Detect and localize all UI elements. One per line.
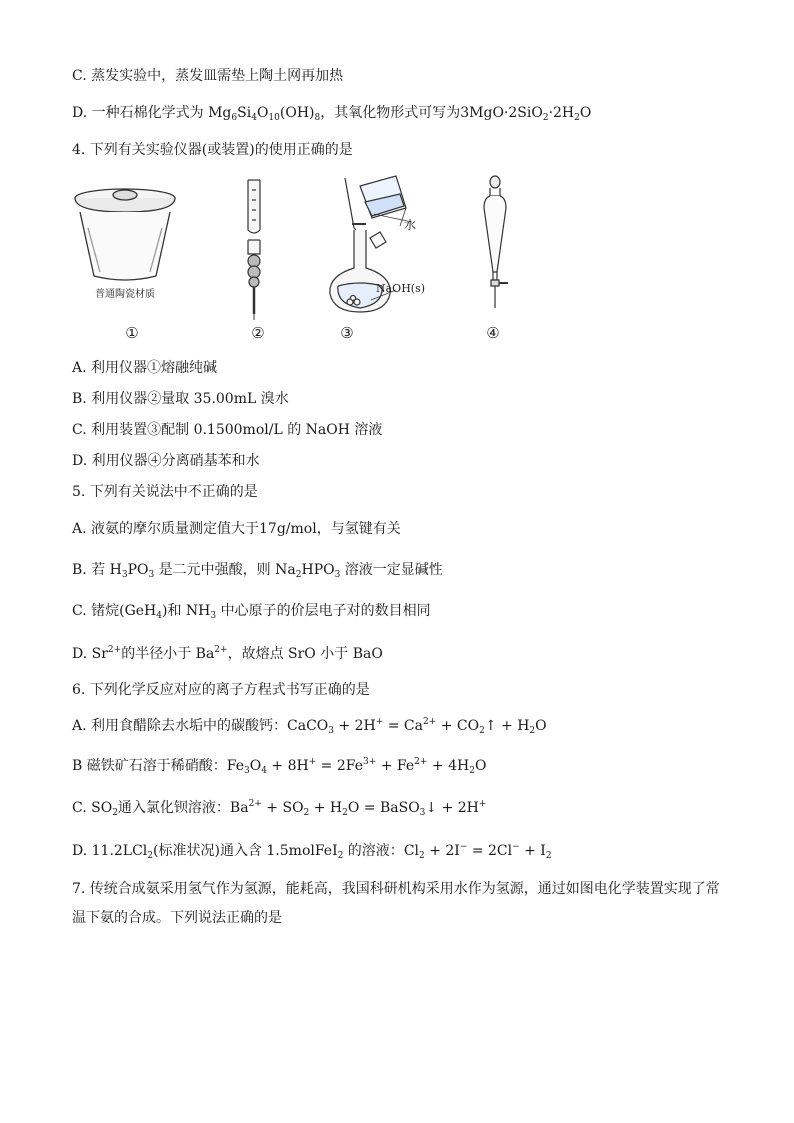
q4-option-b: B. 利用仪器②量取 35.00mL 溴水 bbox=[72, 391, 289, 407]
q5-stem: 5. 下列有关说法中不正确的是 bbox=[72, 484, 258, 500]
q6-option-b: B 磁铁矿石溶于稀硝酸：$Fe_3O_4 + 8H^+ = 2Fe^{3+} + Fe^{2+} + 4H_2O$ bbox=[72, 757, 487, 776]
q5-option-b: B. 若 $H_3PO_3$ 是二元中强酸，则 $Na_2HPO_3$ 溶液一定显碱性 bbox=[72, 562, 443, 580]
naoh-label: NaOH(s) bbox=[376, 282, 426, 295]
crucible-icon bbox=[75, 189, 175, 280]
crucible-caption: 普通陶瓷材质 bbox=[95, 289, 155, 300]
q7-stem-line2: 温下氨的合成。下列说法正确的是 bbox=[72, 910, 282, 926]
q6-eq-c: $Ba^{2+} + SO_2 + H_2O$ = BaSO$_3$↓ + 2H+ bbox=[229, 799, 487, 818]
q6-stem: 6. 下列化学反应对应的离子方程式书写正确的是 bbox=[72, 682, 370, 698]
burette-icon bbox=[248, 180, 260, 320]
q5-option-d: D. $Sr^{2+}$的半径小于 $Ba^{2+}$，故熔点 SrO 小于 BaO bbox=[72, 645, 383, 662]
q5-option-a: A. 液氨的摩尔质量测定值大于17g/mol，与氢键有关 bbox=[72, 521, 401, 537]
marker-4: ④ bbox=[486, 324, 500, 342]
separatory-funnel-icon bbox=[484, 176, 508, 308]
asbestos-formula: $Mg_6Si_4O_{10}(OH)_8$ bbox=[208, 105, 321, 123]
q6-eq-a: CaCO$_3$ + $2H^+ = Ca^{2+}$ + $CO_2↑ + H_2O$ bbox=[287, 717, 547, 736]
q7-stem-line1: 7. 传统合成氨采用氢气作为氢源，能耗高，我国科研机构采用水作为氢源，通过如图电化学装置实现了常 bbox=[72, 881, 720, 897]
q6-eq-d: $Cl_2 + 2I^- = 2Cl^- + I_2$ bbox=[403, 842, 552, 861]
water-label: 水 bbox=[404, 218, 417, 232]
marker-3: ③ bbox=[340, 324, 354, 342]
q6-option-a: A. 利用食醋除去水垢中的碳酸钙：CaCO$_3$ + $2H^+ = Ca^{2+}$ + $CO_2↑ + H_2O$ bbox=[72, 717, 547, 736]
apparatus-figure bbox=[60, 168, 740, 348]
q3-option-d: D. 一种石棉化学式为 $Mg_6Si_4O_{10}(OH)_8$，其氧化物形式可写为$3MgO\cdot 2SiO_2\cdot 2H_2O$ bbox=[72, 105, 592, 123]
q6-option-c: C. $SO_2$通入氯化钡溶液：$Ba^{2+} + SO_2 + H_2O$ = BaSO$_3$↓ + 2H+ bbox=[72, 799, 487, 818]
q4-option-a: A. 利用仪器①熔融纯碱 bbox=[72, 360, 218, 376]
q5-option-c: C. 锗烷(GeH$_4$)和 $NH_3$ 中心原子的价层电子对的数目相同 bbox=[72, 603, 431, 621]
q6-option-d: D. 11.2LCl$_2$(标准状况)通入含 1.5molFeI$_2$ 的溶液：$Cl_2 + 2I^- = 2Cl^- + I_2$ bbox=[72, 842, 552, 861]
q4-option-d: D. 利用仪器④分离硝基苯和水 bbox=[72, 453, 260, 469]
marker-1: ① bbox=[125, 324, 139, 342]
q4-option-c: C. 利用装置③配制 0.1500mol/L 的 NaOH 溶液 bbox=[72, 422, 383, 438]
q4-stem: 4. 下列有关实验仪器(或装置)的使用正确的是 bbox=[72, 142, 353, 158]
q3-option-c: C. 蒸发实验中，蒸发皿需垫上陶土网再加热 bbox=[72, 68, 344, 84]
q6-eq-b: $Fe_3O_4 + 8H^+ = 2Fe^{3+} + Fe^{2+} + 4H_2O$ bbox=[226, 757, 487, 776]
marker-2: ② bbox=[251, 324, 265, 342]
